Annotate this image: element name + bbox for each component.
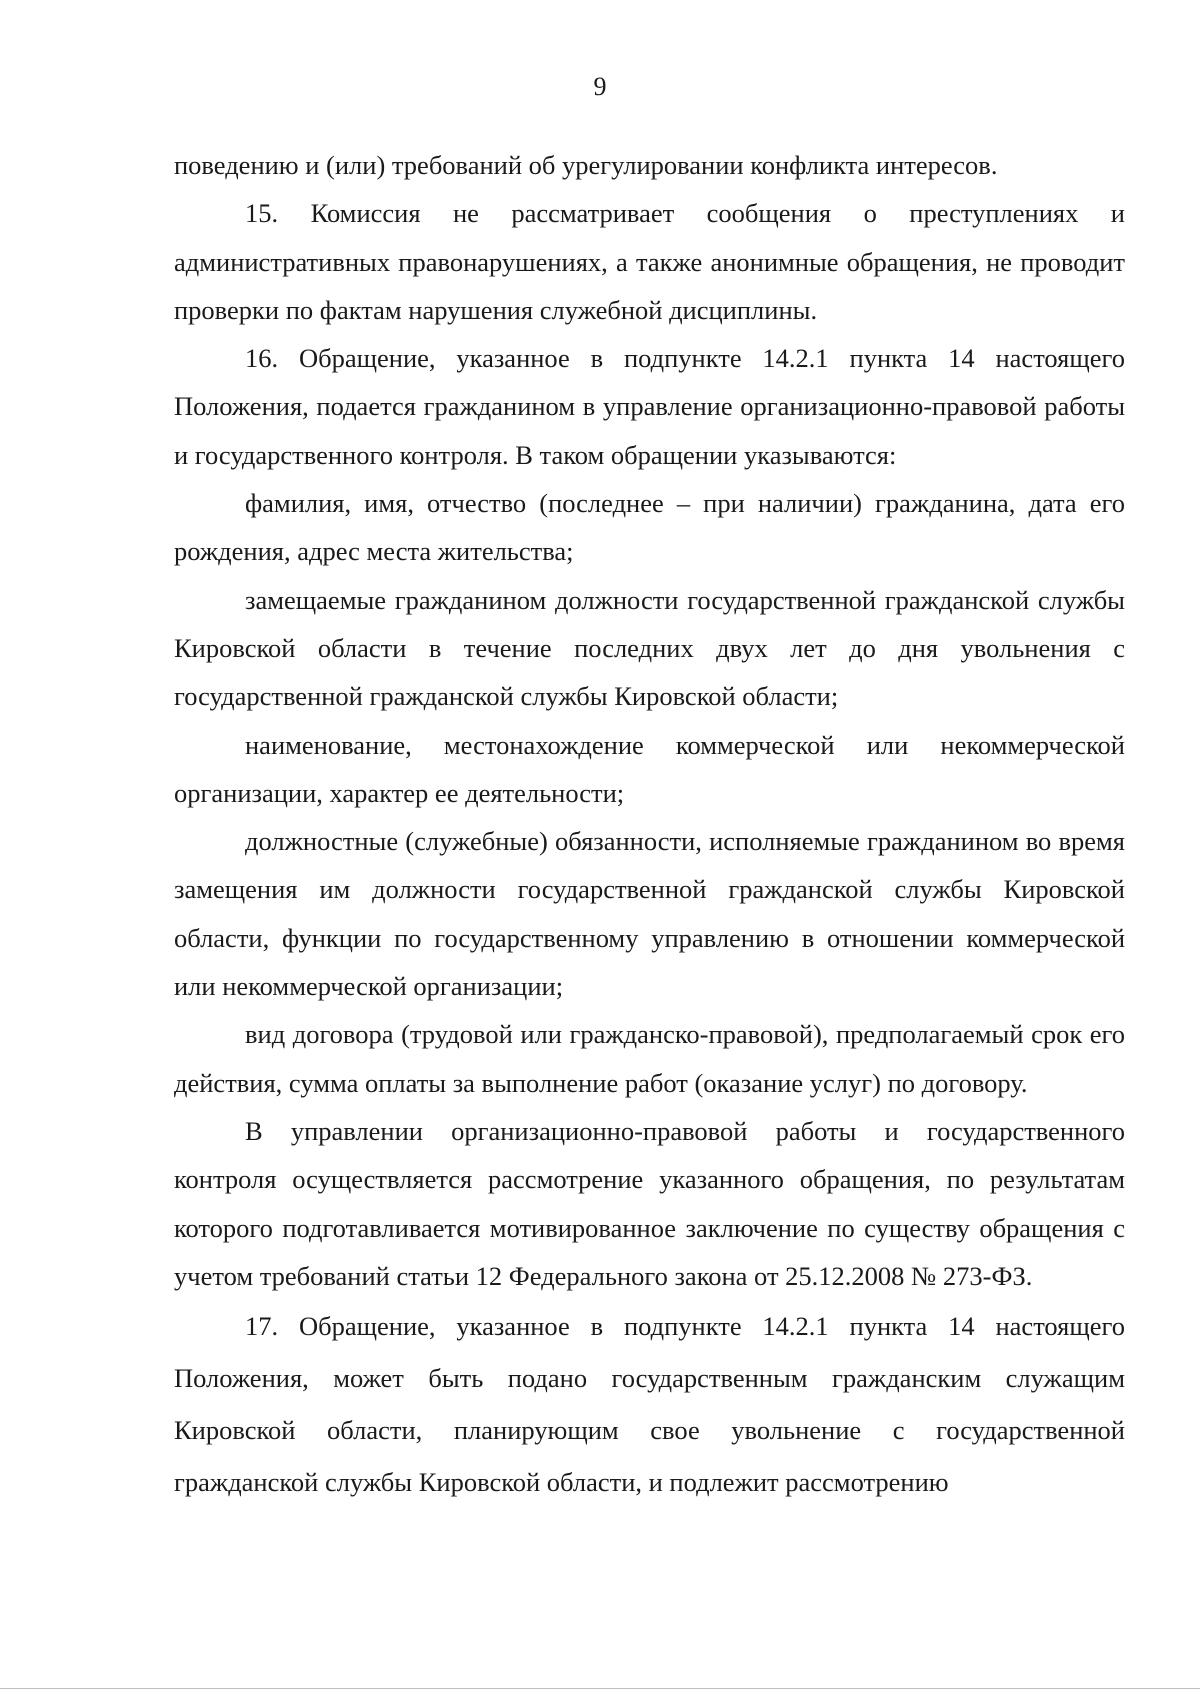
paragraph-17: 17. Обращение, указанное в подпункте 14.2.1 пункта 14 настоящего Положения, может быть подано государственным гражданским служащим Кировской области, планирующим свое увольнение с государственной гражданской службы Кировской области, и подлежит рассмотрению — [174, 1311, 1125, 1498]
page-number: 9 — [593, 72, 607, 101]
paragraph-contract: вид договора (трудовой или гражданско-правовой), предполагаемый срок его действия, сумма оплаты за выполнение работ (оказание услуг) по договору. — [174, 1019, 1125, 1098]
document-body — [174, 141, 1125, 1508]
paragraph-review: В управлении организационно-правовой работы и государственного контроля осуществляется рассмотрение указанного обращения, по результатам которого подготавливается мотивированное заключение по существу обращения с учетом требований статьи 12 Федерального закона от 25.12.2008 № 273-ФЗ. — [174, 1115, 1125, 1291]
paragraph-duties: должностные (служебные) обязанности, исполняемые гражданином во время замещения им должности государственной гражданской службы Кировской области, функции по государственному управлению в отношении коммерческой или некоммерческой организации; — [174, 826, 1125, 1002]
scan-bottom-edge — [0, 1688, 1200, 1689]
paragraph-positions: замещаемые гражданином должности государственной гражданской службы Кировской области в течение последних двух лет до дня увольнения с государственной гражданской службы Кировской области; — [174, 584, 1125, 712]
paragraph-16: 16. Обращение, указанное в подпункте 14.2.1 пункта 14 настоящего Положения, подается гражданином в управление организационно-правовой работы и государственного контроля. В таком обращении указываются: — [174, 343, 1125, 470]
paragraph-continuation: поведению и (или) требований об урегулировании конфликта интересов. — [174, 150, 998, 180]
paragraph-organization: наименование, местонахождение коммерческой или некоммерческой организации, характер ее деятельности; — [174, 729, 1125, 808]
paragraph-full-name: фамилия, имя, отчество (последнее – при наличии) гражданина, дата его рождения, адрес места жительства; — [174, 488, 1125, 567]
paragraph-15: 15. Комиссия не рассматривает сообщения о преступлениях и административных правонарушениях, а также анонимные обращения, не проводит проверки по фактам нарушения служебной дисциплины. — [174, 198, 1125, 325]
